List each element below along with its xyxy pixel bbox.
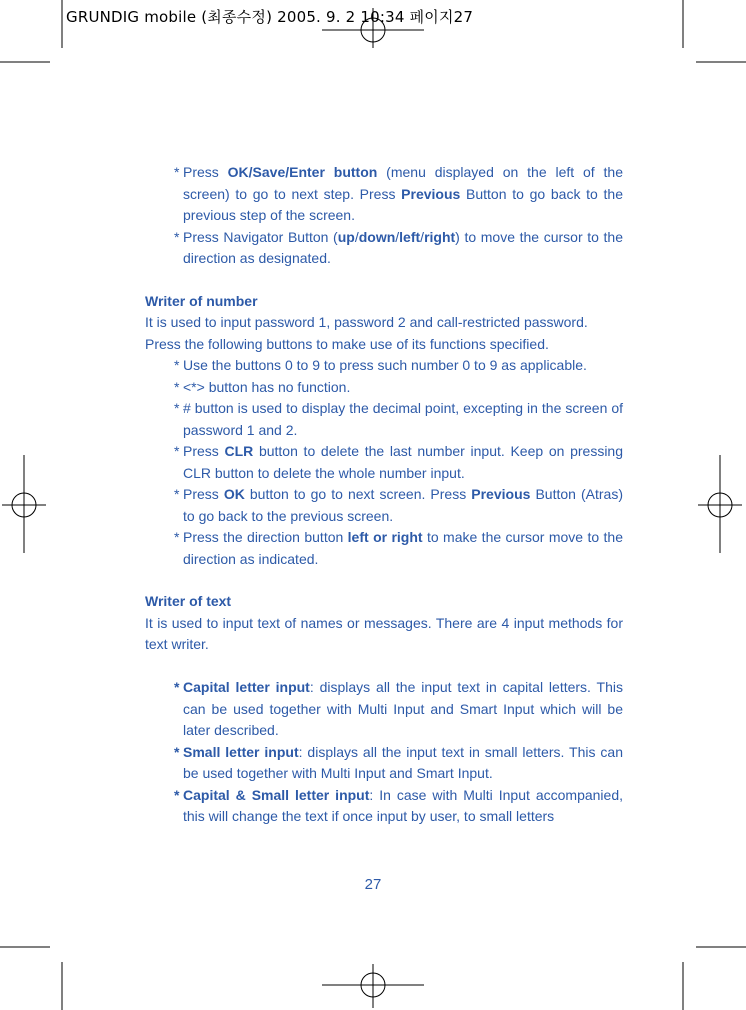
writer-of-text-intro: It is used to input text of names or messages. There are 4 input methods for text writer.	[145, 614, 623, 652]
item-text: button to go to next screen. Press	[244, 486, 472, 502]
bullet-star: *	[174, 443, 180, 459]
page-content	[145, 162, 623, 828]
emphasis-text: OK/Save/Enter button	[227, 164, 378, 180]
list-item	[145, 441, 623, 484]
emphasis-text: OK	[223, 486, 245, 502]
item-text: Use the buttons 0 to 9 to press such number 0 to 9 as applicable.	[183, 357, 587, 373]
writer-of-text-list	[145, 677, 623, 828]
emphasis-text: Capital & Small letter input	[183, 786, 370, 803]
item-text: Button to go back to the previous step of the screen.	[183, 185, 623, 223]
item-text: : In case with Multi Input accompanied, this will change the text if once input by user, to small letters	[183, 786, 623, 824]
writer-of-number-list	[145, 355, 623, 570]
print-header: GRUNDIG mobile (최종수정) 2005. 9. 2 10:34 페이지27	[66, 8, 474, 26]
item-text: /	[395, 228, 400, 245]
bullet-star: *	[174, 378, 180, 395]
item-text: Press	[183, 486, 224, 502]
page-number: 27	[364, 876, 382, 893]
emphasis-text: left or right	[347, 529, 423, 545]
emphasis-text: Previous	[401, 185, 461, 202]
item-text: ) to move the cursor to the direction as designated.	[183, 228, 624, 266]
item-text: # button is used to display the decimal point, excepting in the screen of password 1 and 2.	[183, 400, 623, 438]
item-text: to make the cursor move to the direction as indicated.	[183, 529, 623, 567]
writer-of-text-heading: Writer of text	[145, 593, 232, 609]
item-text: Press the direction button	[183, 529, 348, 545]
emphasis-text: Small letter input	[183, 743, 299, 760]
list-item	[145, 162, 623, 227]
list-item	[145, 742, 623, 785]
item-text: <*> button has no function.	[183, 378, 351, 395]
writer-of-number-heading: Writer of number	[145, 292, 258, 309]
bullet-star: *	[174, 486, 180, 502]
emphasis-text: Previous	[471, 486, 531, 502]
item-text: Press Navigator Button (	[183, 228, 338, 245]
item-text: /	[420, 228, 425, 245]
emphasis-text: right	[424, 228, 456, 245]
emphasis-text: left	[399, 228, 421, 245]
list-item	[145, 785, 623, 828]
bullet-star: *	[174, 743, 180, 760]
item-text: : displays all the input text in capital letters. This can be used together with Multi Input and Smart Input which will be later described.	[183, 679, 623, 738]
bullet-star: *	[174, 357, 180, 373]
item-text: Press	[183, 443, 225, 459]
emphasis-text: down	[358, 228, 396, 245]
bullet-star: *	[174, 400, 180, 416]
item-text: (menu displayed on the left of the screen) to go to next step. Press	[183, 164, 623, 202]
item-text: button to delete the last number input. Keep on pressing CLR button to delete the whole number input.	[183, 443, 623, 481]
bullet-star: *	[174, 164, 180, 180]
list-item	[145, 677, 623, 742]
item-text: /	[354, 228, 359, 245]
bullet-star: *	[174, 679, 180, 695]
list-item	[145, 355, 623, 377]
intro-list	[145, 162, 623, 270]
list-item	[145, 377, 623, 399]
bullet-star: *	[174, 228, 180, 245]
writer-of-number-intro-2: Press the following buttons to make use of its functions specified.	[145, 335, 549, 352]
emphasis-text: up	[337, 228, 355, 245]
item-text: : displays all the input text in small letters. This can be used together with Multi Input and Smart Input.	[183, 743, 623, 781]
item-text: Press	[183, 164, 228, 180]
list-item	[145, 227, 623, 270]
bullet-star: *	[174, 786, 180, 803]
list-item	[145, 484, 623, 527]
list-item	[145, 527, 623, 570]
emphasis-text: CLR	[224, 443, 254, 459]
item-text: Button (Atras) to go back to the previous screen.	[183, 486, 623, 524]
list-item	[145, 398, 623, 441]
emphasis-text: Capital letter input	[183, 679, 310, 695]
bullet-star: *	[174, 529, 180, 545]
writer-of-number-intro-1: It is used to input password 1, password 2 and call-restricted password.	[145, 314, 588, 330]
